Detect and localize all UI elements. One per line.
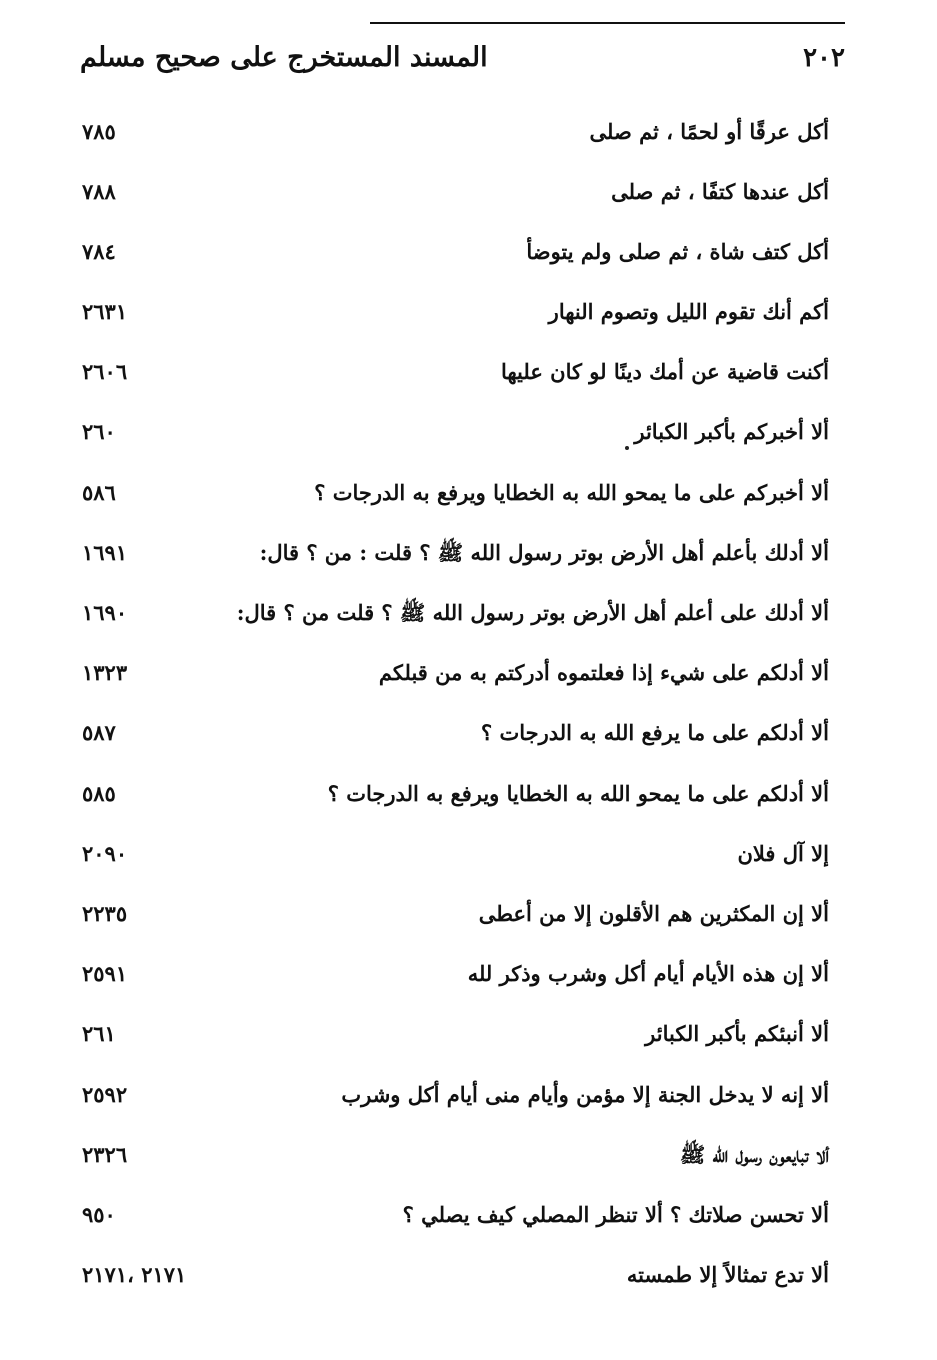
index-entry: [82, 1004, 829, 1064]
entry-text: ألا إن المكثرين هم الأقلون إلا من أعطى: [478, 900, 829, 926]
index-entry: [82, 1064, 829, 1124]
index-entry: [82, 883, 829, 943]
entry-text: ألا تدع تمثالاً إلا طمسته: [626, 1262, 829, 1288]
entry-ref-number: ٥٨٥: [82, 780, 116, 806]
entry-ref-number: ٥٨٦: [82, 479, 116, 505]
index-entry: [82, 643, 829, 703]
print-speck: [625, 446, 629, 450]
index-entry: [82, 161, 829, 221]
entry-text: ألا أدلكم على ما يرفع الله به الدرجات ؟: [481, 720, 829, 746]
entry-ref-number: ٢٦١: [82, 1021, 116, 1047]
hadith-index-list: [82, 101, 829, 1305]
page-header: [80, 38, 845, 82]
page-number: ٢٠٢: [803, 43, 845, 73]
index-entry: [82, 944, 829, 1004]
index-entry: [82, 101, 829, 161]
index-entry: [82, 763, 829, 823]
entry-text: أكل عندها كتفًا ، ثم صلى: [611, 178, 829, 204]
index-entry: [82, 221, 829, 281]
header-divider: [370, 22, 845, 24]
entry-ref-number: ٢٦٣١: [82, 299, 128, 325]
entry-ref-number: ٢١٧١ ،٢١٧١: [82, 1262, 187, 1288]
entry-text: ألا أخبركم بأكبر الكبائر: [634, 419, 829, 445]
index-entry: [82, 342, 829, 402]
index-entry: [82, 462, 829, 522]
entry-ref-number: ٧٨٥: [82, 118, 116, 144]
index-entry: [82, 583, 829, 643]
index-entry: [82, 402, 829, 462]
entry-ref-number: ٢٢٣٥: [82, 900, 128, 926]
entry-ref-number: ٢٣٢٦: [82, 1141, 128, 1167]
index-entry: [82, 823, 829, 883]
index-entry: [82, 1124, 829, 1184]
index-entry: [82, 522, 829, 582]
entry-text: ألا أخبركم على ما يمحو الله به الخطايا ويرفع به الدرجات ؟: [314, 479, 829, 505]
entry-text: أكل كتف شاة ، ثم صلى ولم يتوضأ: [526, 238, 829, 264]
index-entry: [82, 703, 829, 763]
entry-ref-number: ٧٨٨: [82, 178, 116, 204]
entry-text: إلا آل فلان: [737, 840, 829, 866]
entry-text: ألا أدلكم على ما يمحو الله به الخطايا ويرفع به الدرجات ؟: [327, 780, 829, 806]
entry-text: ألا أدلك بأعلم أهل الأرض بوتر رسول الله ﷺ ؟ قلت : من ؟ قال:: [259, 539, 829, 565]
entry-text: أكنت قاضية عن أمك دينًا لو كان عليها: [500, 359, 829, 385]
index-entry: [82, 1184, 829, 1244]
entry-ref-number: ٢٠٩٠: [82, 840, 128, 866]
entry-text: ألا تبايعون رسول الله ﷺ: [679, 1141, 829, 1167]
entry-ref-number: ٢٦٠٦: [82, 359, 128, 385]
entry-ref-number: ٢٥٩٢: [82, 1081, 128, 1107]
entry-ref-number: ١٣٢٣: [82, 660, 128, 686]
entry-text: ألا إنه لا يدخل الجنة إلا مؤمن وأيام منى أيام أكل وشرب: [341, 1081, 829, 1107]
entry-text: أكم أنك تقوم الليل وتصوم النهار: [548, 299, 829, 325]
entry-ref-number: ٧٨٤: [82, 238, 116, 264]
entry-ref-number: ١٦٩٠: [82, 600, 128, 625]
entry-text: أكل عرقًا أو لحمًا ، ثم صلى: [589, 118, 829, 144]
book-title: المسند المستخرج على صحيح مسلم: [80, 42, 488, 73]
entry-text: ألا إن هذه الأيام أيام أكل وشرب وذكر لله: [467, 961, 829, 987]
entry-ref-number: ٩٥٠: [82, 1201, 116, 1227]
entry-text: ألا أدلك على أعلم أهل الأرض بوتر رسول الله ﷺ ؟ قلت من ؟ قال:: [236, 600, 829, 625]
index-entry: [82, 1245, 829, 1305]
entry-ref-number: ٢٦٠: [82, 419, 116, 445]
entry-text: ألا أنبئكم بأكبر الكبائر: [645, 1021, 829, 1047]
entry-ref-number: ١٦٩١: [82, 539, 128, 565]
index-entry: [82, 282, 829, 342]
entry-ref-number: ٥٨٧: [82, 720, 116, 746]
entry-text: ألا أدلكم على شيء إذا فعلتموه أدركتم به من قبلكم: [378, 660, 829, 686]
entry-text: ألا تحسن صلاتك ؟ ألا تنظر المصلي كيف يصلي ؟: [402, 1201, 829, 1227]
entry-ref-number: ٢٥٩١: [82, 961, 128, 987]
